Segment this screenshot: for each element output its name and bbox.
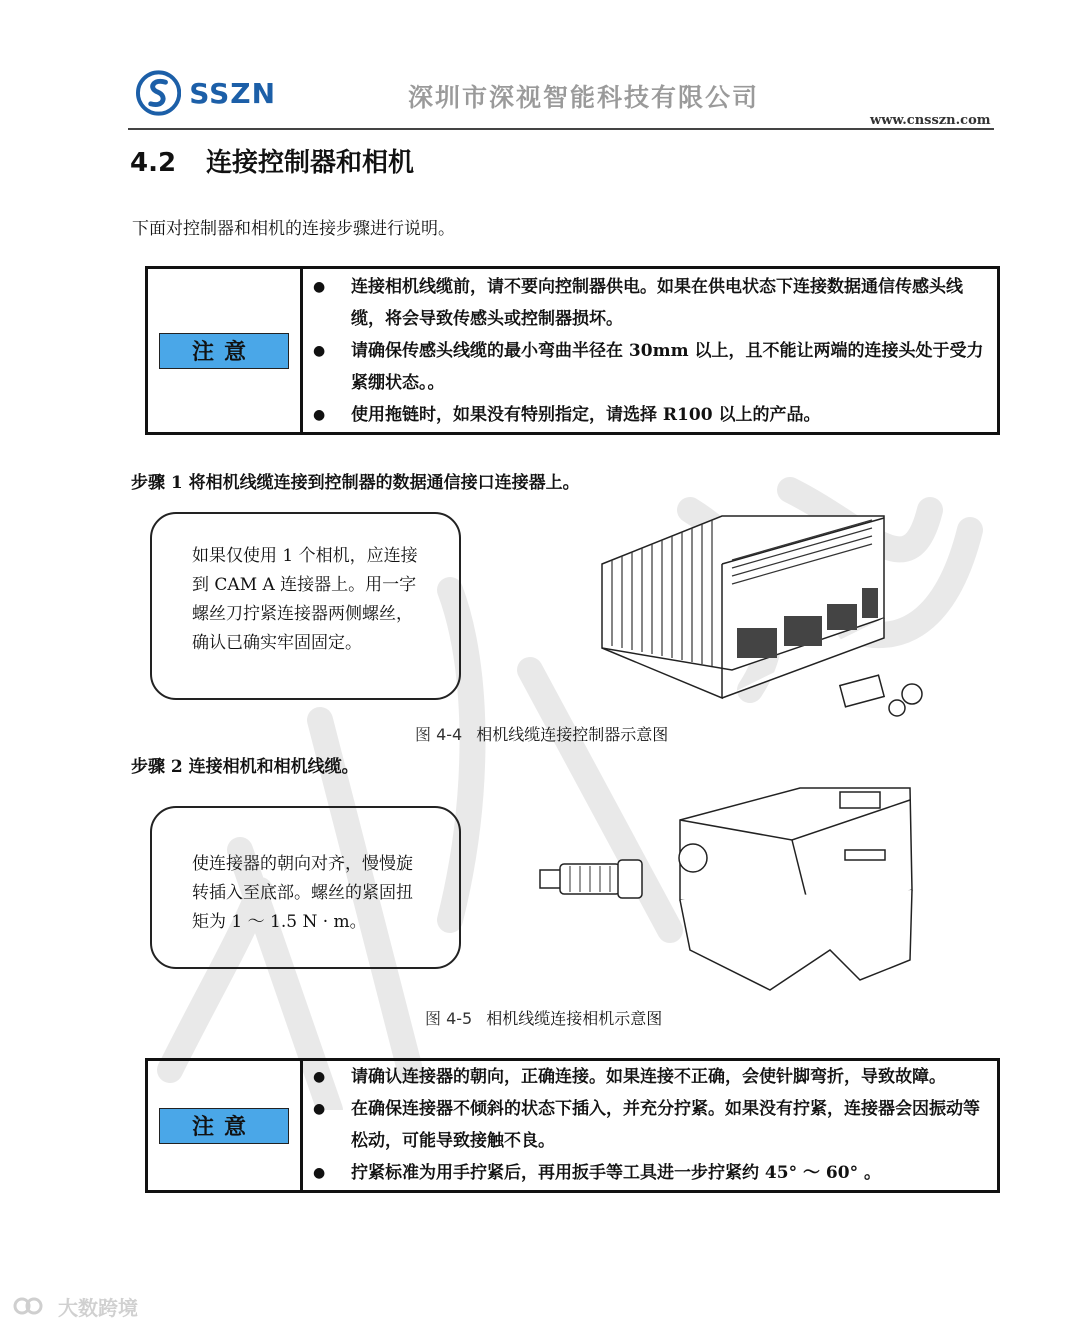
caution-list [303,1061,997,1190]
bullet-icon: ● [313,1165,326,1181]
figure-4-5-caption [425,1006,662,1029]
caution-text: 拧紧标准为用手拧紧后，再用扳手等工具进一步拧紧约 45° ～ 60° 。 [351,1163,881,1183]
caution-item [313,1157,989,1189]
step-2-callout: 使连接器的朝向对齐，慢慢旋转插入至底部。螺丝的紧固扭矩为 1 ～ 1.5 N · m。 [150,806,461,969]
caution-item [313,271,989,335]
controller-illustration [572,508,942,720]
sszn-logo-icon [136,70,181,116]
caution-item [313,1093,989,1157]
caution-text: 请确认连接器的朝向，正确连接。如果连接不正确，会使针脚弯折，导致故障。 [351,1067,946,1087]
footer-watermark [12,1292,152,1320]
company-logo [136,70,276,116]
step-1-callout: 如果仅使用 1 个相机，应连接到 CAM A 连接器上。用一字螺丝刀拧紧连接器两侧螺丝，确认已确实牢固固定。 [150,512,461,700]
bullet-icon: ● [313,1101,326,1117]
watermark-text: 大数跨境 [58,1295,138,1320]
caution-label: 注意 [159,333,289,369]
figure-title: 相机线缆连接相机示意图 [486,1009,663,1028]
website-url: www.cnsszn.com [870,113,991,128]
caution-text: 连接相机线缆前，请不要向控制器供电。如果在供电状态下连接数据通信传感头线缆，将会导致传感头或控制器损坏。 [351,277,963,329]
caution-box-1 [145,266,1000,435]
caution-item [313,335,989,399]
header-divider [128,128,994,130]
bullet-icon: ● [313,343,326,359]
caution-text: 在确保连接器不倾斜的状态下插入，并充分拧紧。如果没有拧紧，连接器会因振动等松动，可能导致接触不良。 [351,1099,980,1151]
bullet-icon: ● [313,1069,326,1085]
caution-text: 使用拖链时，如果没有特别指定，请选择 R100 以上的产品。 [351,405,821,425]
watermark-logo-icon [12,1293,52,1319]
bullet-icon: ● [313,279,326,295]
caution-label: 注意 [159,1108,289,1144]
step-1-title: 步骤 1 将相机线缆连接到控制器的数据通信接口连接器上。 [131,473,580,493]
section-number: 4.2 [130,148,177,178]
caution-item [313,1061,989,1093]
caution-label-cell [148,269,303,432]
figure-number: 图 4-5 [425,1009,473,1028]
figure-number: 图 4-4 [415,725,463,744]
company-name: 深圳市深视智能科技有限公司 [408,83,760,112]
bullet-icon: ● [313,407,326,423]
figure-4-4-caption [415,722,668,745]
section-heading [130,142,414,179]
caution-item [313,399,989,431]
caution-box-2 [145,1058,1000,1193]
caution-label-cell [148,1061,303,1190]
caution-text: 请确保传感头线缆的最小弯曲半径在 30mm 以上，且不能让两端的连接头处于受力紧绷状态。。 [351,341,984,393]
intro-text: 下面对控制器和相机的连接步骤进行说明。 [132,219,455,239]
camera-illustration [530,780,950,1000]
caution-list [303,269,997,432]
figure-title: 相机线缆连接控制器示意图 [476,725,669,744]
logo-text: SSZN [189,76,276,110]
step-2-title: 步骤 2 连接相机和相机线缆。 [131,757,359,777]
section-title: 连接控制器和相机 [206,148,415,178]
